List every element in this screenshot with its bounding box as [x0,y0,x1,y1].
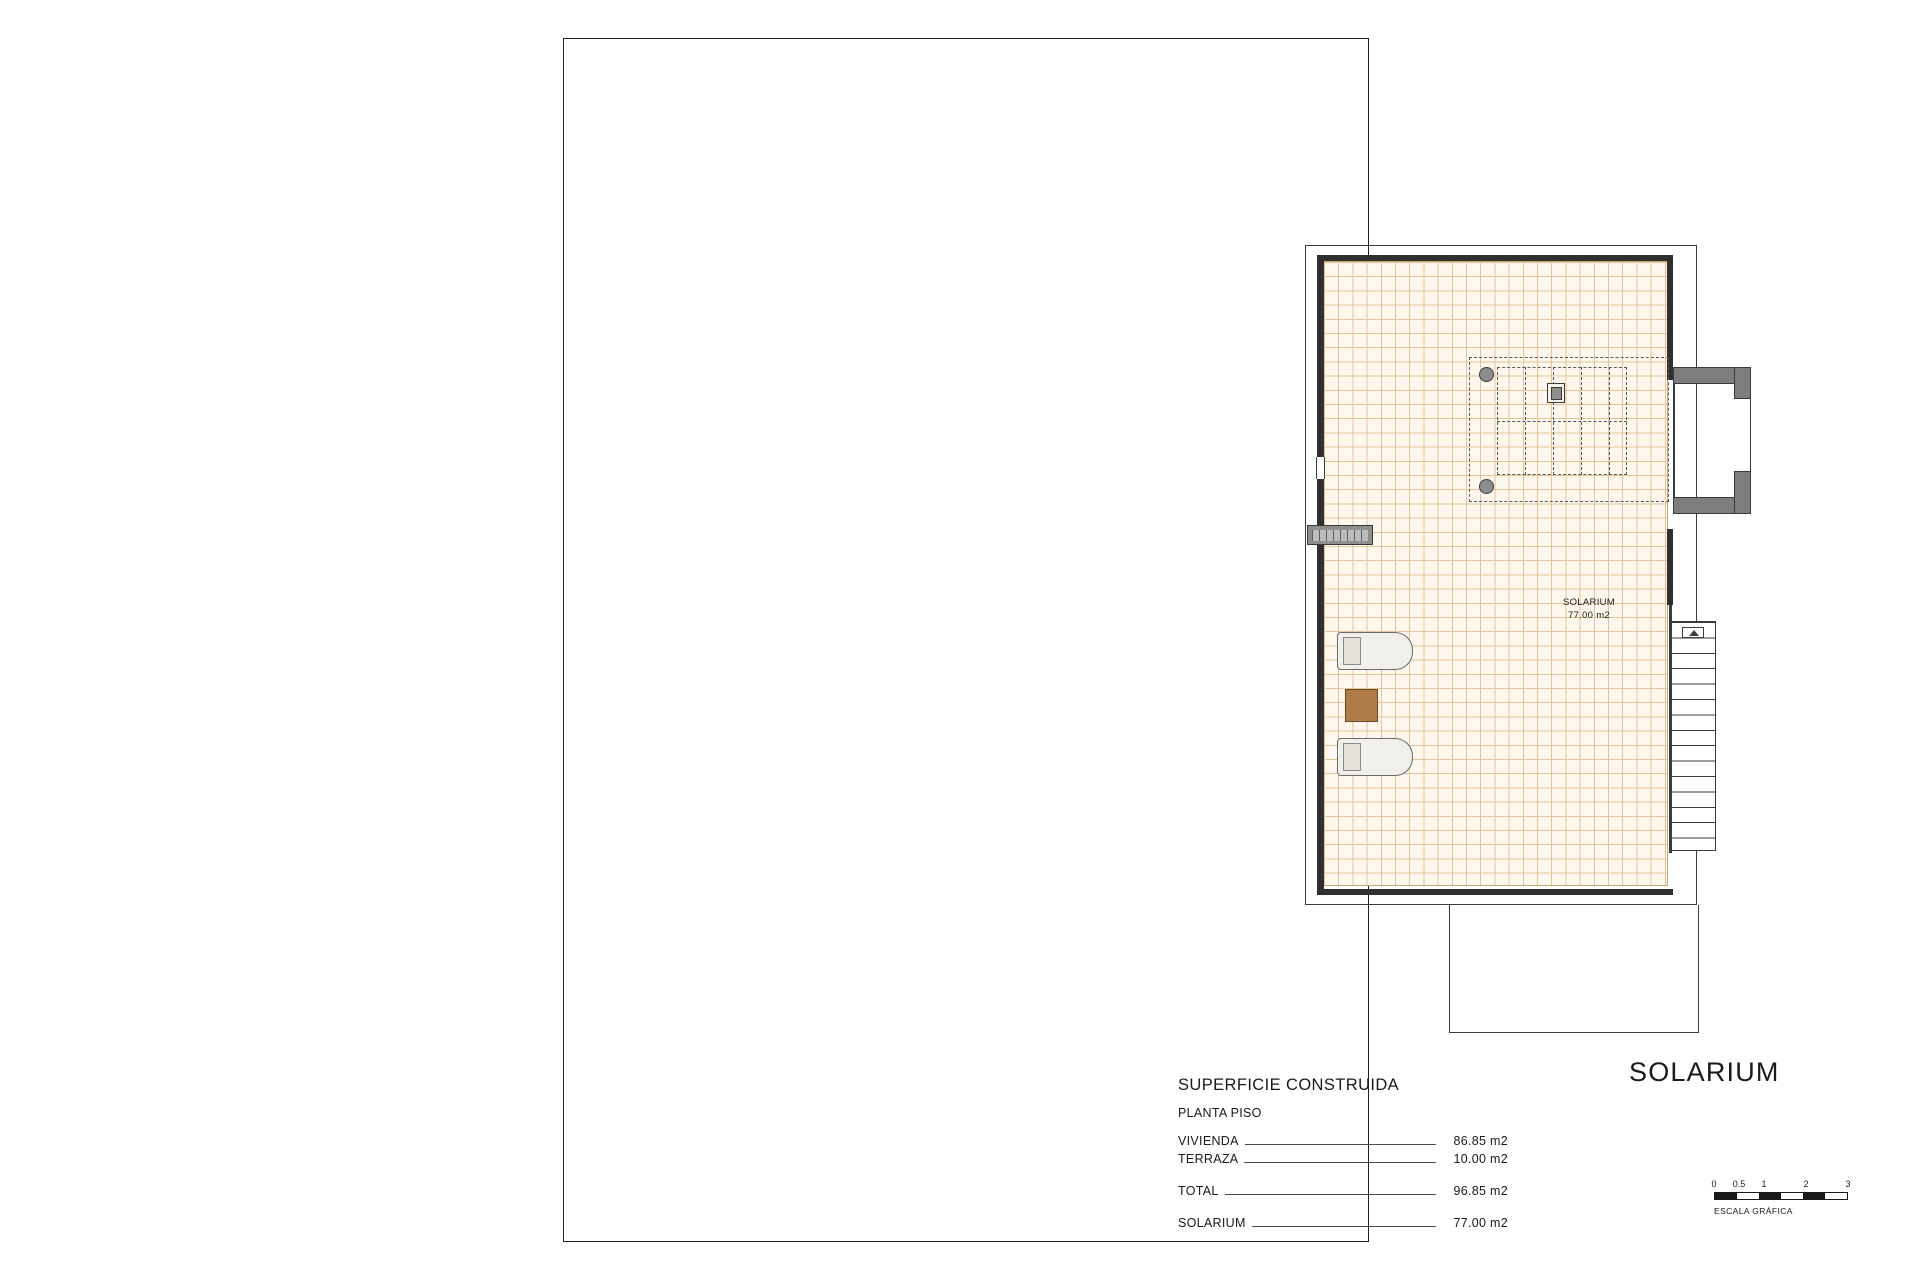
area-schedule-heading: SUPERFICIE CONSTRUIDA [1178,1076,1400,1094]
solarium-label-name: SOLARIUM [1562,597,1616,608]
scale-tick-4: 3 [1845,1179,1851,1189]
area-row-vivienda-value: 86.85 m2 [1453,1134,1508,1148]
scale-tick-0: 0 [1711,1179,1717,1189]
pergola-cross-beam [1497,421,1627,422]
scale-segment [1825,1193,1847,1199]
parapet-opening [1316,457,1325,479]
area-row-solarium-label: SOLARIUM [1178,1216,1246,1230]
legend-spacer [1178,1202,1508,1216]
drawing-title: SOLARIUM [1629,1057,1780,1087]
sheet-border [563,38,1851,1242]
leader-dots [1244,1153,1436,1163]
floor-plan [1299,239,1819,1039]
sun-lounger-lower [1337,738,1413,776]
scale-tick-labels [1711,1179,1882,1192]
scale-segment [1737,1193,1759,1199]
scale-segment [1803,1193,1825,1199]
area-row-solarium [1178,1216,1508,1230]
roof-fixture [1547,383,1565,403]
wall-left [1317,255,1324,895]
area-row-vivienda [1178,1134,1508,1148]
solarium-label-area: 77.00 m2 [1567,609,1610,621]
leader-dots [1252,1217,1436,1227]
lower-terrace-outline [1449,905,1699,1033]
machine-room-divider [1673,384,1675,497]
scale-segment [1759,1193,1781,1199]
solarium-area-label [1519,597,1659,623]
leader-dots [1245,1135,1436,1145]
scale-bar [1714,1192,1848,1200]
pergola-post-bottom [1479,479,1494,494]
area-row-vivienda-label: VIVIENDA [1178,1134,1239,1148]
stair-direction-arrow-icon [1682,627,1704,638]
area-row-terraza-value: 10.00 m2 [1453,1152,1508,1166]
area-row-total [1178,1184,1508,1198]
leader-dots [1225,1185,1436,1195]
pergola-post-top [1479,367,1494,382]
scale-tick-2: 1 [1761,1179,1767,1189]
scale-tick-1: 0.5 [1732,1179,1746,1189]
scale-segment [1781,1193,1803,1199]
area-row-solarium-value: 77.00 m2 [1453,1216,1508,1230]
sun-lounger-upper [1337,632,1413,670]
staircase [1671,621,1716,851]
solarium-tiled-surface [1323,261,1668,886]
area-row-total-value: 96.85 m2 [1453,1184,1508,1198]
scale-segment [1715,1193,1737,1199]
area-schedule [1178,1076,1508,1234]
planter-grille [1312,530,1368,541]
wall-bottom [1317,889,1673,895]
legend-spacer [1178,1170,1508,1184]
area-schedule-subheading: PLANTA PISO [1178,1106,1262,1120]
area-row-total-label: TOTAL [1178,1184,1219,1198]
graphic-scale [1711,1179,1882,1216]
area-row-terraza-label: TERRAZA [1178,1152,1239,1166]
planter-unit [1307,525,1373,545]
wall-top [1317,255,1673,261]
area-row-terraza [1178,1152,1508,1166]
scale-tick-3: 2 [1803,1179,1809,1189]
machine-room-outline [1673,367,1751,514]
wall-right-lower [1667,529,1673,605]
scale-caption: ESCALA GRÁFICA [1714,1206,1793,1216]
side-table [1345,689,1378,722]
